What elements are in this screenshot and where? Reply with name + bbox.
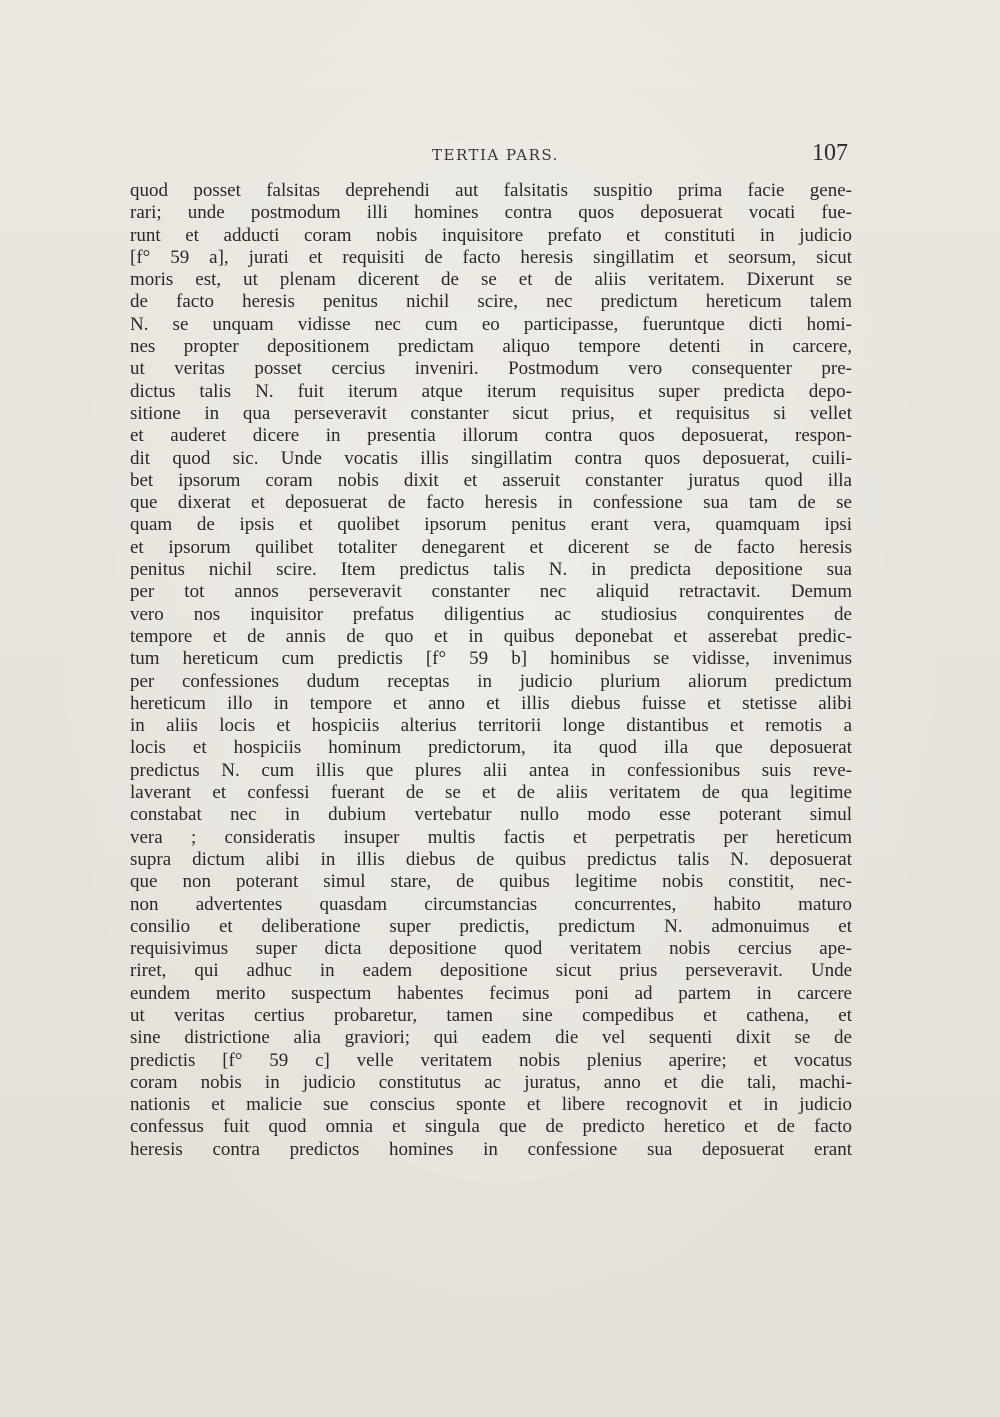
text-line: locis et hospiciis hominum predictorum, ita quod illa que deposuerat [130, 737, 852, 759]
text-line: non advertentes quasdam circumstancias concurrentes, habito maturo [130, 893, 852, 915]
text-line: tum hereticum cum predictis [f° 59 b] hominibus se vidisse, invenimus [130, 648, 852, 670]
text-line: predictis [f° 59 c] velle veritatem nobis plenius aperire; et vocatus [130, 1049, 852, 1071]
text-line: confessus fuit quod omnia et singula que de predicto heretico et de facto [130, 1116, 852, 1138]
text-line: quod posset falsitas deprehendi aut falsitatis suspitio prima facie gene- [130, 180, 852, 201]
body-text [130, 180, 852, 1161]
text-line: [f° 59 a], jurati et requisiti de facto heresis singillatim et seorsum, sicut [130, 246, 852, 268]
text-line: vero nos inquisitor prefatus diligentius ac studiosius conquirentes de [130, 603, 852, 625]
text-line: coram nobis in judicio constitutus ac juratus, anno et die tali, machi- [130, 1071, 852, 1093]
page-number: 107 [812, 140, 848, 166]
text-line: tempore et de annis de quo et in quibus deponebat et asserebat predic- [130, 625, 852, 647]
running-head [0, 140, 1000, 170]
text-line: que non poterant simul stare, de quibus legitime nobis constitit, nec- [130, 871, 852, 893]
text-line: ut veritas certius probaretur, tamen sine compedibus et cathena, et [130, 1004, 852, 1026]
text-line: penitus nichil scire. Item predictus talis N. in predicta depositione sua [130, 559, 852, 581]
text-line: dit quod sic. Unde vocatis illis singillatim contra quos deposuerat, cuili- [130, 447, 852, 469]
text-line: et auderet dicere in presentia illorum contra quos deposuerat, respon- [130, 425, 852, 447]
text-line: laverant et confessi fuerant de se et de aliis veritatem de qua legitime [130, 782, 852, 804]
text-line: constabat nec in dubium vertebatur nullo modo esse poterant simul [130, 804, 852, 826]
text-line: ut veritas posset cercius inveniri. Postmodum vero consequenter pre- [130, 358, 852, 380]
text-line: dictus talis N. fuit iterum atque iterum requisitus super predicta depo- [130, 380, 852, 402]
text-line: bet ipsorum coram nobis dixit et asseruit constanter juratus quod illa [130, 469, 852, 491]
text-line: sitione in qua perseveravit constanter sicut prius, et requisitus si vellet [130, 402, 852, 424]
text-line: eundem merito suspectum habentes fecimus poni ad partem in carcere [130, 982, 852, 1004]
text-line: in aliis locis et hospiciis alterius territorii longe distantibus et remotis a [130, 715, 852, 737]
text-line: rari; unde postmodum illi homines contra quos deposuerat vocati fue- [130, 202, 852, 224]
text-line: per tot annos perseveravit constanter nec aliquid retractavit. Demum [130, 581, 852, 603]
text-line: et ipsorum quilibet totaliter denegarent et dicerent se de facto heresis [130, 536, 852, 558]
text-line: de facto heresis penitus nichil scire, nec predictum hereticum talem [130, 291, 852, 313]
text-line: requisivimus super dicta depositione quod veritatem nobis cercius ape- [130, 938, 852, 960]
text-line: predictus N. cum illis que plures alii antea in confessionibus suis reve- [130, 759, 852, 781]
text-line: vera ; consideratis insuper multis factis et perpetratis per hereticum [130, 826, 852, 848]
text-line: consilio et deliberatione super predictis, predictum N. admonuimus et [130, 915, 852, 937]
text-line: moris est, ut plenam dicerent de se et de aliis veritatem. Dixerunt se [130, 269, 852, 291]
text-line: sine districtione alia graviori; qui eadem die vel sequenti dixit se de [130, 1027, 852, 1049]
text-line: per confessiones dudum receptas in judicio plurium aliorum predictum [130, 670, 852, 692]
text-line: nationis et malicie sue conscius sponte et libere recognovit et in judicio [130, 1094, 852, 1116]
text-line: supra dictum alibi in illis diebus de quibus predictus talis N. deposuerat [130, 848, 852, 870]
text-line: N. se unquam vidisse nec cum eo participasse, fueruntque dicti homi- [130, 313, 852, 335]
section-title: TERTIA PARS. [432, 146, 559, 164]
text-line: riret, qui adhuc in eadem depositione sicut prius perseveravit. Unde [130, 960, 852, 982]
text-line: hereticum illo in tempore et anno et illis diebus fuisse et stetisse alibi [130, 692, 852, 714]
text-line: heresis contra predictos homines in confessione sua deposuerat erant [130, 1138, 852, 1160]
text-line: que dixerat et deposuerat de facto heresis in confessione sua tam de se [130, 492, 852, 514]
text-line: quam de ipsis et quolibet ipsorum penitus erant vera, quamquam ipsi [130, 514, 852, 536]
text-line: nes propter depositionem predictam aliquo tempore detenti in carcere, [130, 336, 852, 358]
text-line: runt et adducti coram nobis inquisitore prefato et constituti in judicio [130, 224, 852, 246]
